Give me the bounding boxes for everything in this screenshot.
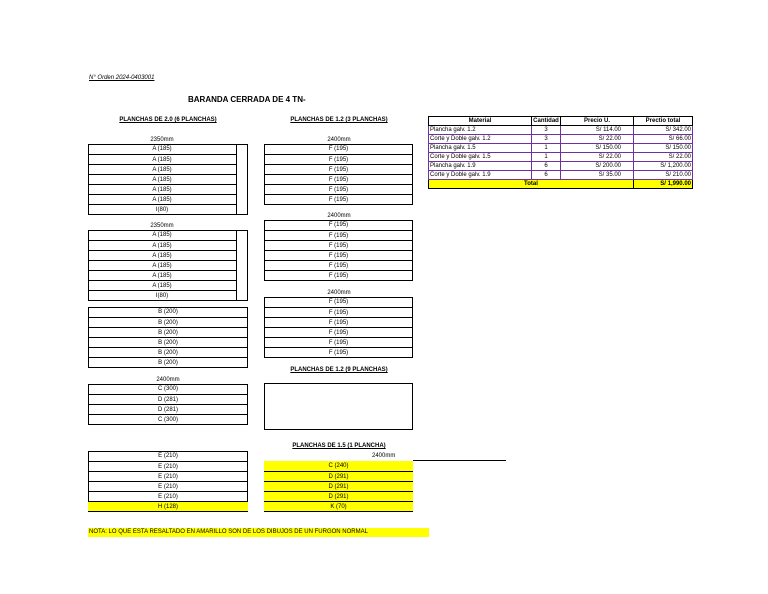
- table-row: I(80): [88, 290, 236, 300]
- column-header: Precio U.: [561, 117, 634, 126]
- table-row: F (195): [264, 154, 413, 164]
- table-row: B (200): [88, 357, 248, 367]
- table-row: B (200): [88, 347, 248, 357]
- total-label: Total: [429, 180, 634, 189]
- left-heading: PLANCHAS DE 2.0 (6 PLANCHAS): [119, 117, 217, 123]
- table-row: C (240): [264, 461, 413, 471]
- divider-line: [413, 460, 506, 461]
- table-row: E (210): [88, 491, 248, 501]
- table-row: F (195): [264, 174, 413, 184]
- table-cell: Plancha galv. 1.5: [429, 144, 532, 153]
- table-row: F (195): [264, 184, 413, 194]
- table-row: I(80): [88, 204, 236, 214]
- table-cell: S/ 114.00: [561, 126, 634, 135]
- table-row: C (300): [88, 414, 248, 424]
- table-row: A (185): [88, 174, 236, 184]
- table-cell: S/ 150.00: [561, 144, 634, 153]
- middle-heading-2: PLANCHAS DE 1.2 (9 PLANCHAS): [290, 367, 388, 373]
- table-row: C (300): [157, 386, 178, 392]
- table-cell: 3: [532, 126, 561, 135]
- table-row: D (291): [264, 491, 413, 501]
- table-row: F (195): [264, 317, 413, 327]
- middle-heading: PLANCHAS DE 1.2 (3 PLANCHAS): [290, 117, 388, 123]
- column-divider: [236, 144, 237, 214]
- table-row: A (185): [152, 146, 172, 152]
- table-row: E (210): [88, 461, 248, 471]
- table-row: B (200): [158, 309, 178, 315]
- table-row: [429, 162, 693, 171]
- table-row: A (185): [88, 164, 236, 174]
- table-cell: Corte y Doble galv. 1.9: [429, 171, 532, 180]
- table-row: [429, 171, 693, 180]
- table-cell: S/ 200.00: [561, 162, 634, 171]
- column-divider: [236, 230, 237, 300]
- note-banner: NOTA: LO QUE ESTA RESALTADO EN AMARILLO SON DE LOS DIBUJOS DE UN FURGON NORMAL: [88, 528, 429, 537]
- middle-block4-size: 2400mm: [372, 453, 396, 459]
- table-cell: S/ 210.00: [634, 171, 693, 180]
- table-row: [429, 126, 693, 135]
- middle-block3-size: 2400mm: [327, 290, 351, 296]
- table-cell: S/ 150.00: [634, 144, 693, 153]
- table-row: B (200): [88, 317, 248, 327]
- table-row: A (185): [88, 194, 236, 204]
- table-row: F (195): [264, 230, 413, 240]
- table-cell: 1: [532, 144, 561, 153]
- table-row: F (195): [264, 260, 413, 270]
- table-row: F (195): [264, 307, 413, 317]
- column-header: Cantidad: [533, 118, 559, 124]
- table-cell: S/ 22.00: [634, 153, 693, 162]
- table-row: F (195): [264, 327, 413, 337]
- table-row: F (195): [328, 222, 349, 228]
- column-header: Material: [429, 117, 532, 126]
- table-row: A (185): [88, 184, 236, 194]
- table-cell: Plancha galv. 1.9: [429, 162, 532, 171]
- table-row: D (281): [88, 394, 248, 404]
- column-header: Prectio total: [634, 117, 693, 126]
- table-row: F (195): [328, 299, 349, 305]
- table-row: A (185): [88, 270, 236, 280]
- table-row: F (195): [264, 347, 413, 357]
- table-row: F (195): [264, 240, 413, 250]
- empty-box: [264, 383, 413, 430]
- table-cell: 6: [532, 162, 561, 171]
- table-row: K (70): [264, 501, 413, 511]
- middle-block1-size: 2400mm: [327, 137, 351, 143]
- table-cell: 6: [532, 171, 561, 180]
- table-row: [429, 135, 693, 144]
- middle-block2-size: 2400mm: [327, 213, 351, 219]
- order-number: N° Orden 2024-0403001: [89, 75, 155, 81]
- table-cell: S/ 66.00: [634, 135, 693, 144]
- table-row: D (291): [264, 471, 413, 481]
- table-cell: S/ 22.00: [561, 153, 634, 162]
- table-row: F (195): [264, 250, 413, 260]
- table-row: F (195): [264, 270, 413, 280]
- table-cell: Corte y Doble galv. 1.5: [429, 153, 532, 162]
- table-row: A (185): [88, 280, 236, 290]
- table-row: [429, 153, 693, 162]
- table-row: D (291): [264, 481, 413, 491]
- table-row: F (195): [264, 164, 413, 174]
- table-row: E (210): [88, 471, 248, 481]
- table-row: [429, 144, 693, 153]
- table-row: F (195): [264, 337, 413, 347]
- table-row: B (200): [88, 327, 248, 337]
- table-row: D (281): [88, 404, 248, 414]
- table-cell: S/ 35.00: [561, 171, 634, 180]
- table-row: B (200): [88, 337, 248, 347]
- table-row: A (185): [88, 250, 236, 260]
- total-row: [429, 180, 693, 189]
- table-row: A (185): [152, 232, 172, 238]
- table-cell: Plancha galv. 1.2: [429, 126, 532, 135]
- total-value: S/ 1,990.00: [634, 180, 693, 189]
- table-cell: S/ 22.00: [561, 135, 634, 144]
- table-row: F (195): [328, 146, 349, 152]
- left-block4-size: 2400mm: [156, 377, 180, 383]
- table-cell: Corte y Doble galv. 1.2: [429, 135, 532, 144]
- middle-heading-3: PLANCHAS DE 1.5 (1 PLANCHA): [292, 443, 386, 449]
- table-row: E (210): [88, 481, 248, 491]
- materials-table: [428, 116, 693, 189]
- table-row: E (210): [158, 453, 178, 459]
- table-cell: 3: [532, 135, 561, 144]
- table-cell: S/ 342.00: [634, 126, 693, 135]
- table-row: A (185): [88, 240, 236, 250]
- table-row: A (185): [88, 260, 236, 270]
- table-row: F (195): [264, 194, 413, 204]
- left-block1-size: 2350mm: [150, 137, 174, 143]
- table-row: A (185): [88, 154, 236, 164]
- page-title: BARANDA CERRADA DE 4 TN-: [188, 95, 306, 104]
- table-row: H (128): [88, 501, 248, 511]
- left-block2-size: 2350mm: [150, 223, 174, 229]
- table-cell: 1: [532, 153, 561, 162]
- table-cell: S/ 1,200.00: [634, 162, 693, 171]
